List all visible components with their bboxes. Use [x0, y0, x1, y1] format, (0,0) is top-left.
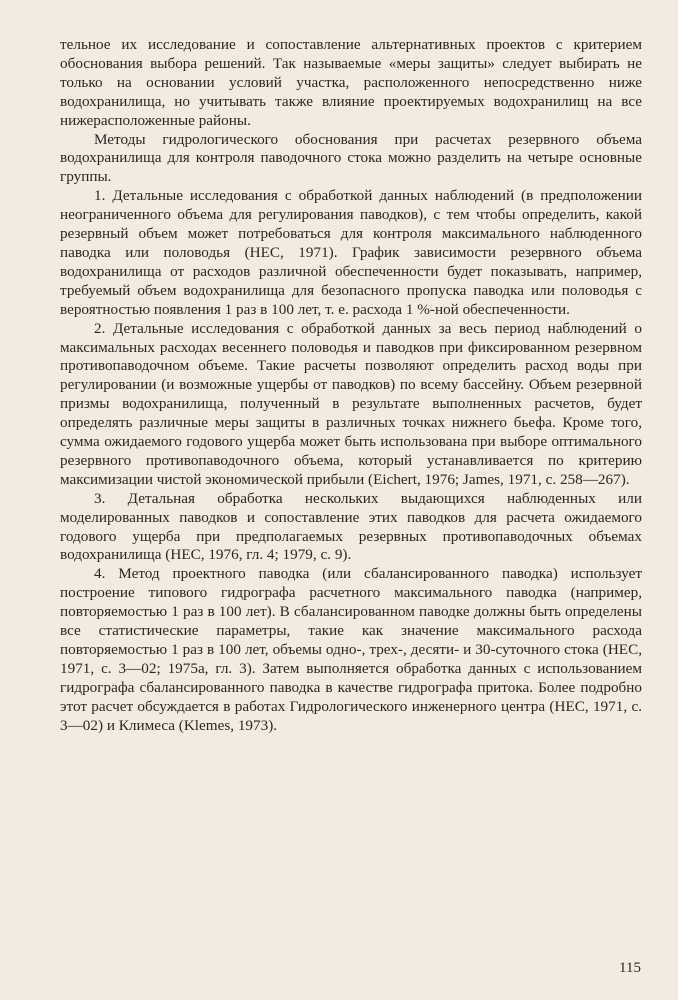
paragraph-method-4: 4. Метод проектного паводка (или сбалансированного паводка) использует построение типового гидрографа расчетного максимального паводка (например, повторяемостью 1 раз в 100 лет). В сбалансированном паводке должны быть определены все статистические параметры, такие как значение максимального расхода повторяемостью 1 раз в 100 лет, объемы одно-, трех-, десяти- и 30-суточного стока (HEC, 1971, с. 3—02; 1975a, гл. 3). Затем выполняется обработка данных с использованием гидрографа сбалансированного паводка в качестве гидрографа притока. Более подробно этот расчет обсуждается в работах Гидрологического инженерного центра (HEC, 1971, с. 3—02) и Климеса (Klemes, 1973). [60, 565, 642, 734]
paragraph-methods-intro: Методы гидрологического обоснования при расчетах резервного объема водохранилища для контроля паводочного стока можно разделить на четыре основные группы. [60, 130, 642, 186]
page-number: 115 [619, 960, 641, 976]
page-body [60, 36, 642, 976]
paragraph-continuation: тельное их исследование и сопоставление альтернативных проектов с критерием обоснования выбора решений. Так называемые «меры защиты» следует выбирать не только на основании условий участка, расположенного непосредственно ниже водохранилища, но учитывать также влияние проектируемых водохранилищ на все нижерасположенные районы. [60, 36, 642, 129]
paragraph-method-1: 1. Детальные исследования с обработкой данных наблюдений (в предположении неограниченного объема для регулирования паводков), с тем чтобы определить, какой резервный объем может потребоваться для контроля максимального наблюденного паводка или половодья (HEC, 1971). График зависимости резервного объема водохранилища от расходов различной обеспеченности будет показывать, например, требуемый объем водохранилища для безопасного пропуска паводка или половодья с вероятностью появления 1 раз в 100 лет, т. е. расхода 1 %-ной обеспеченности. [60, 187, 642, 318]
paragraph-method-3: 3. Детальная обработка нескольких выдающихся наблюденных или моделированных паводков и сопоставление этих паводков для расчета ожидаемого годового ущерба при предполагаемых резервных противопаводочных объемах водохранилища (HEC, 1976, гл. 4; 1979, с. 9). [60, 489, 642, 564]
paragraph-method-2: 2. Детальные исследования с обработкой данных за весь период наблюдений о максимальных расходах весеннего половодья и паводков при фиксированном резервном противопаводочном объеме. Такие расчеты позволяют определить расход воды при регулировании (и возможные ущербы от паводков) по всему бассейну. Объем резервной призмы водохранилища, полученный в результате выполненных расчетов, будет определять различные меры защиты в различных точках нижнего бьефа. Кроме того, сумма ожидаемого годового ущерба может быть использована при выборе оптимального резервного противопаводочного объема, который устанавливается по критерию максимизации чистой экономической прибыли (Eichert, 1976; James, 1971, с. 258—267). [60, 319, 642, 488]
